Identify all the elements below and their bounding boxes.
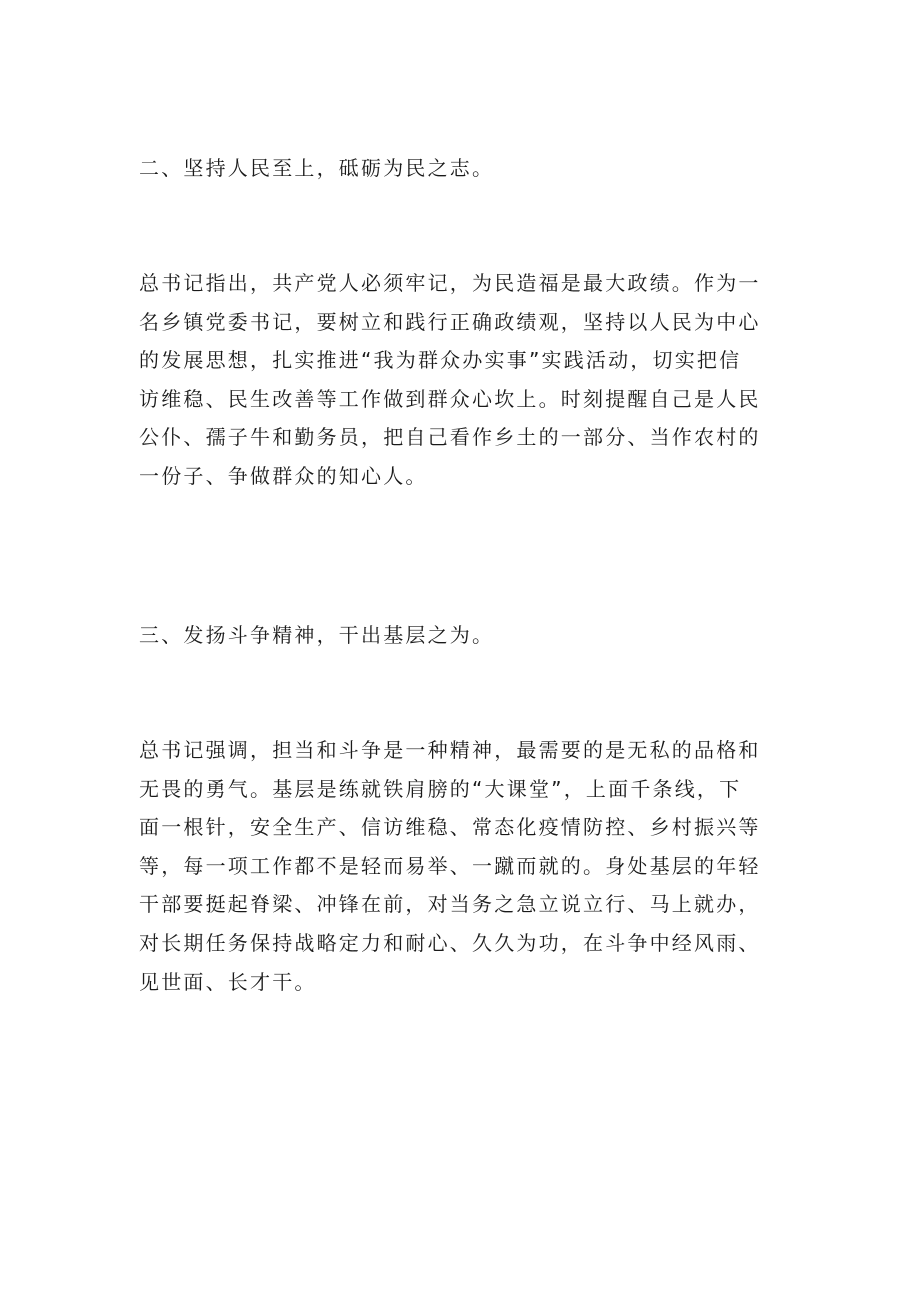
paragraph-line: 等，每一项工作都不是轻而易举、一蹴而就的。身处基层的年轻 — [139, 853, 761, 878]
paragraph-section-3 — [139, 731, 799, 1001]
paragraph-line: 对长期任务保持战略定力和耐心、久久为功，在斗争中经风雨、 — [139, 930, 761, 955]
paragraph-line: 名乡镇党委书记，要树立和践行正确政绩观，坚持以人民为中心 — [139, 309, 761, 334]
paragraph-line: 总书记指出，共产党人必须牢记，为民造福是最大政绩。作为一 — [139, 271, 761, 295]
section-heading-2: 二、坚持人民至上，砥砺为民之志。 — [139, 156, 495, 180]
paragraph-line: 面一根针，安全生产、信访维稳、常态化疫情防控、乡村振兴等 — [139, 815, 761, 840]
paragraph-line: 一份子、争做群众的知心人。 — [139, 463, 428, 488]
paragraph-line: 总书记强调，担当和斗争是一种精神，最需要的是无私的品格和 — [139, 738, 761, 762]
section-heading-3: 三、发扬斗争精神，干出基层之为。 — [139, 623, 495, 647]
paragraph-line: 见世面、长才干。 — [139, 969, 317, 994]
paragraph-line: 公仆、孺子牛和勤务员，把自己看作乡土的一部分、当作农村的 — [139, 425, 761, 450]
paragraph-line: 的发展思想，扎实推进“我为群众办实事”实践活动，切实把信 — [139, 348, 742, 373]
paragraph-line: 干部要挺起脊梁、冲锋在前，对当务之急立说立行、马上就办， — [139, 892, 761, 917]
paragraph-section-2 — [139, 264, 799, 496]
paragraph-line: 访维稳、民生改善等工作做到群众心坎上。时刻提醒自己是人民 — [139, 386, 761, 411]
paragraph-line: 无畏的勇气。基层是练就铁肩膀的“大课堂”，上面千条线，下 — [139, 776, 742, 801]
